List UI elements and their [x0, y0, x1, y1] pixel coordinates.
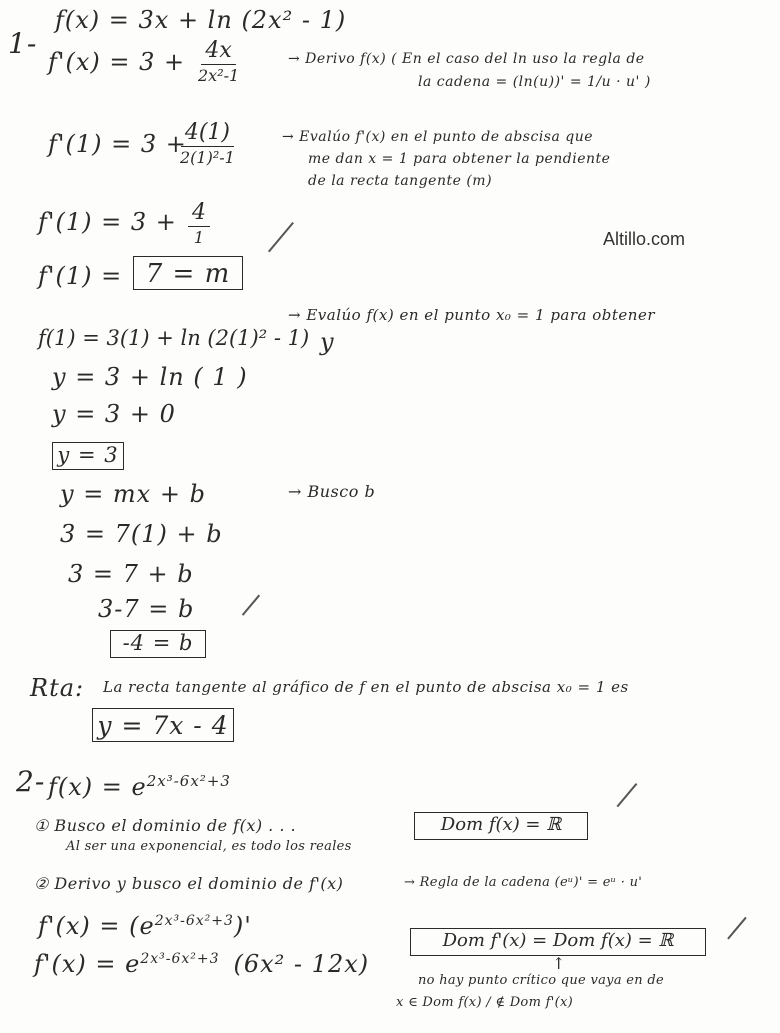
check-mark [268, 222, 294, 252]
deriv-line1-exponent: 2x³-6x²+3 [154, 913, 234, 929]
fraction-numerator: 4(1) [181, 122, 234, 147]
ex1-eval-lhs: f'(1) = 3 + [48, 130, 187, 158]
fraction-denominator: 2(1)²-1 [180, 148, 235, 167]
derivative-domain-box: Dom f'(x) = Dom f(x) = ℝ [410, 928, 706, 956]
note-eval-3: de la recta tangente (m) [308, 173, 493, 189]
deriv-line1-end: )' [233, 912, 252, 940]
deriv-line2-end: (6x² - 12x) [233, 950, 370, 978]
arrow-up: ↑ [552, 954, 566, 973]
answer-label: Rta: [30, 674, 85, 702]
b-step-3: 3-7 = b [98, 595, 195, 623]
step1-label: ① Busco el dominio de f(x) . . . [34, 816, 297, 835]
slope-result-box: 7 = m [133, 256, 243, 290]
step2-label: ② Derivo y busco el dominio de f'(x) [34, 874, 344, 893]
ex1-step-lhs: f'(1) = 3 + [38, 208, 177, 236]
ex1-function: f(x) = 3x + ln (2x² - 1) [55, 6, 347, 34]
fraction-denominator: 1 [193, 228, 205, 247]
ex1-f-of-1: f(1) = 3(1) + ln (2(1)² - 1) [38, 326, 310, 350]
y-step-1: y = 3 + ln ( 1 ) [52, 363, 248, 391]
check-mark [242, 595, 260, 616]
b-result-box: -4 = b [110, 630, 206, 658]
deriv-line2-lhs: f'(x) = e [34, 950, 141, 978]
b-step-1: 3 = 7(1) + b [60, 520, 223, 548]
step1-domain-box: Dom f(x) = ℝ [414, 812, 588, 840]
check-mark [727, 917, 746, 939]
y-result-box: y = 3 [52, 442, 124, 470]
deriv-line2-exponent: 2x³-6x²+3 [140, 951, 220, 967]
check-mark [617, 783, 637, 807]
ex1-eval-fraction [180, 122, 235, 166]
y-step-2: y = 3 + 0 [52, 400, 176, 428]
note-fy-2: y [320, 328, 335, 356]
ex1-step-fraction [188, 202, 210, 246]
ex1-derivative-fraction [198, 40, 239, 84]
fraction-numerator: 4 [188, 202, 210, 227]
final-note-1: no hay punto crítico que vaya en de [418, 973, 665, 988]
ex2-function [48, 774, 231, 799]
note-eval-2: me dan x = 1 para obtener la pendiente [308, 151, 611, 167]
exercise-1-number: 1- [8, 27, 38, 60]
answer-box: y = 7x - 4 [92, 708, 234, 742]
answer-text: La recta tangente al gráfico de f en el punto de abscisa x₀ = 1 es [103, 678, 629, 696]
step2-note: → Regla de la cadena (eᵘ)' = eᵘ · u' [404, 875, 643, 890]
ex2-derivative-line-1 [38, 914, 252, 938]
ex2-function-lhs: f(x) = e [48, 773, 147, 801]
fraction-denominator: 2x²-1 [198, 66, 240, 85]
note-find-b: → Busco b [288, 482, 376, 501]
note-fy-1: → Evalúo f(x) en el punto x₀ = 1 para obtener [288, 306, 656, 324]
deriv-line1-lhs: f'(x) = (e [38, 912, 155, 940]
final-note-2: x ∈ Dom f(x) / ∉ Dom f'(x) [396, 995, 573, 1010]
b-step-2: 3 = 7 + b [68, 560, 194, 588]
note-derivation-1: → Derivo f(x) ( En el caso del ln uso la regla de [288, 51, 645, 67]
ex1-slope-lhs: f'(1) = [38, 262, 123, 290]
ex2-function-exponent: 2x³-6x²+3 [146, 772, 231, 790]
ex1-derivative-lhs: f'(x) = 3 + [48, 48, 186, 76]
note-derivation-2: la cadena = (ln(u))' = 1/u · u' ) [418, 74, 651, 90]
line-equation: y = mx + b [60, 480, 206, 508]
exercise-2-number: 2- [16, 765, 46, 798]
watermark: Altillo.com [603, 229, 686, 249]
note-eval-1: → Evalúo f'(x) en el punto de abscisa que [282, 129, 594, 145]
fraction-numerator: 4x [201, 40, 235, 65]
step1-note: Al ser una exponencial, es todo los reales [66, 839, 352, 854]
ex2-derivative-line-2 [34, 952, 369, 976]
